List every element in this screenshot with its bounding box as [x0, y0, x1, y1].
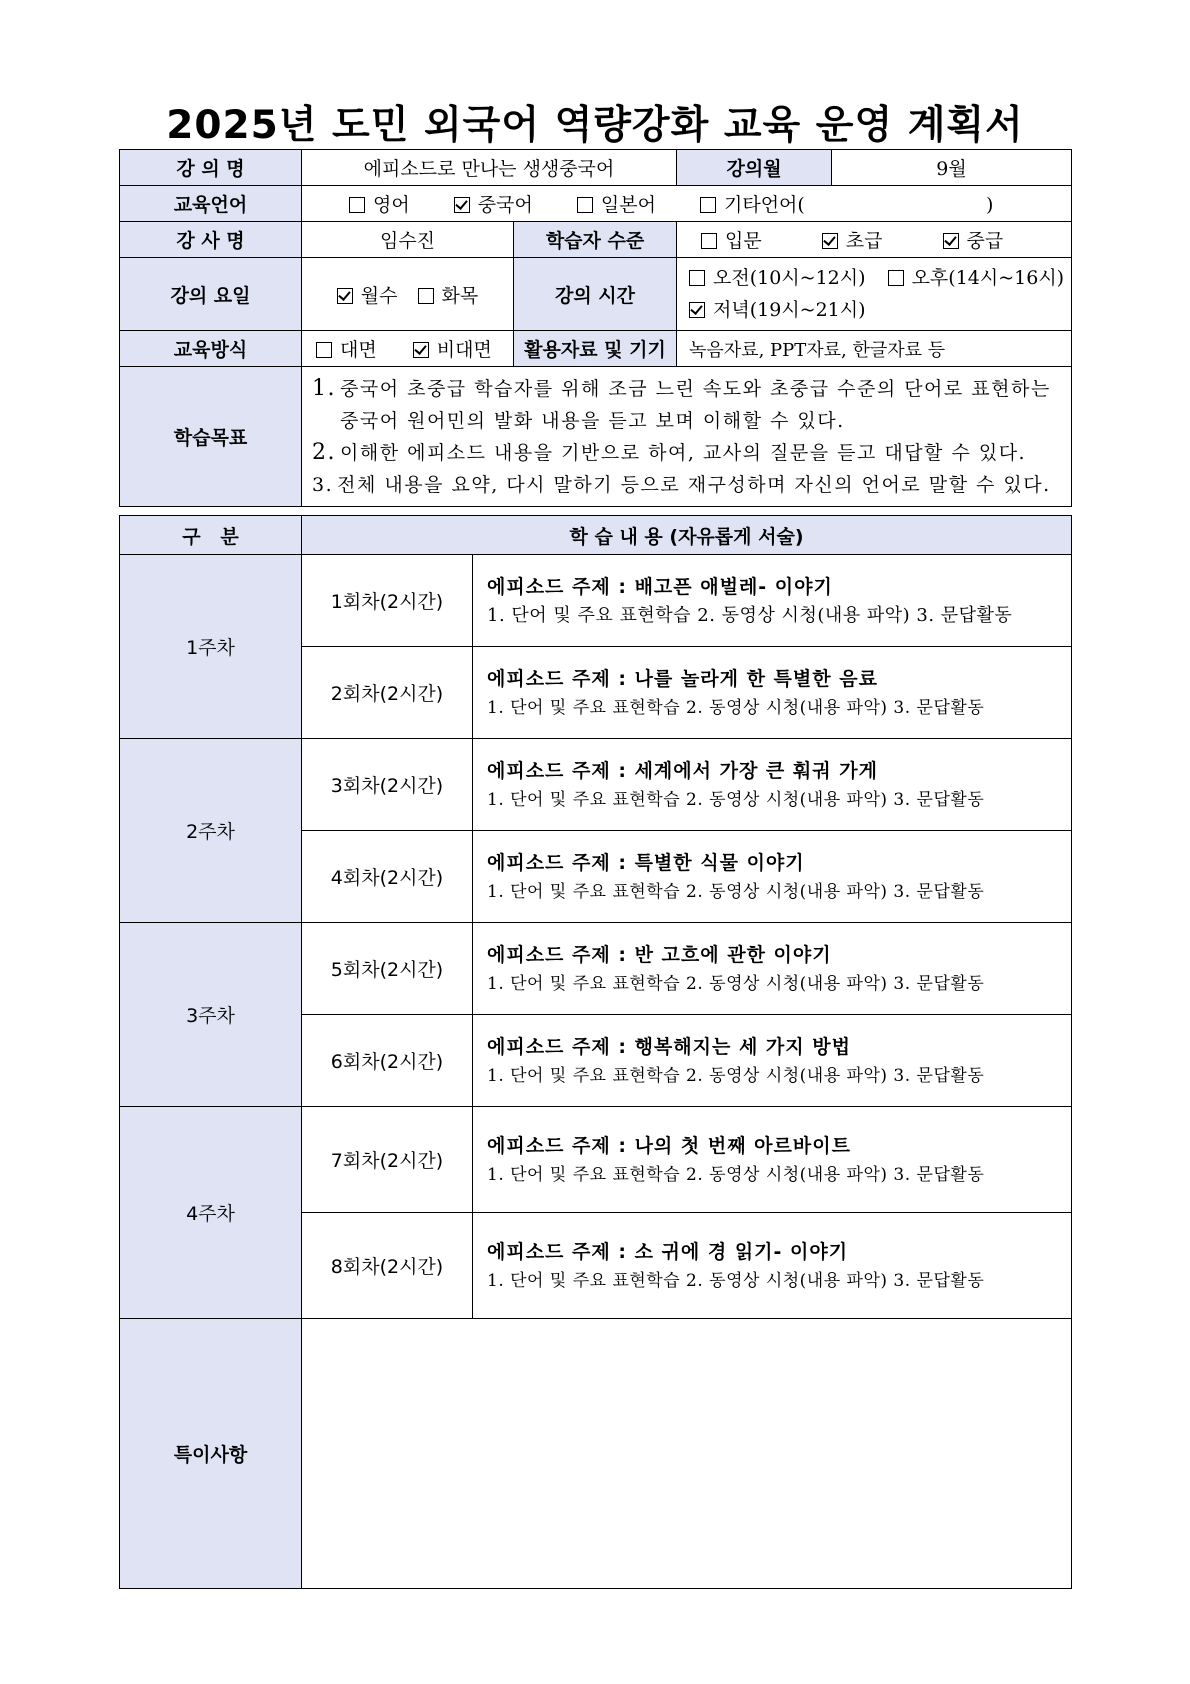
session-content: [473, 555, 1072, 647]
level-label: 학습자 수준: [514, 222, 677, 258]
schedule-table: [119, 515, 1072, 1589]
episode-description: 1. 단어 및 주요 표현학습 2. 동영상 시청(내용 파악) 3. 문답활동: [487, 697, 985, 718]
month-value: 9월: [832, 150, 1072, 186]
language-options: [302, 186, 1072, 222]
page-title: 2025년 도민 외국어 역량강화 교육 운영 계획서: [166, 103, 1024, 148]
episode-description: 1. 단어 및 주요 표현학습 2. 동영상 시청(내용 파악) 3. 문답활동: [487, 789, 985, 810]
episode-topic: 에피소드 주제 : 세계에서 가장 큰 훠궈 가게: [487, 759, 878, 782]
language-option-english[interactable]: 영어: [349, 190, 410, 217]
episode-description: 1. 단어 및 주요 표현학습 2. 동영상 시청(내용 파악) 3. 문답활동: [487, 881, 985, 902]
day-option-mon-wed[interactable]: 월수: [337, 281, 398, 308]
time-label: 강의 시간: [514, 258, 677, 331]
checkbox-other[interactable]: [700, 197, 716, 213]
method-option-online[interactable]: 비대면: [413, 335, 492, 362]
checkbox-morning[interactable]: [689, 270, 705, 286]
instructor-label: 강 사 명: [120, 222, 302, 258]
episode-description: 1. 단어 및 주요 표현학습 2. 동영상 시청(내용 파악) 3. 문답활동: [487, 1164, 985, 1185]
session-content: [473, 1015, 1072, 1107]
checkbox-japanese[interactable]: [577, 197, 593, 213]
month-label: 강의월: [677, 150, 832, 186]
materials-value: 녹음자료, PPT자료, 한글자료 등: [677, 331, 1072, 367]
method-options: [302, 331, 514, 367]
episode-description: 1. 단어 및 주요 표현학습 2. 동영상 시청(내용 파악) 3. 문답활동: [487, 1065, 985, 1086]
checkbox-online[interactable]: [413, 342, 429, 358]
division-header: 구 분: [120, 516, 302, 555]
days-options: [302, 258, 514, 331]
level-option-elementary[interactable]: 초급: [822, 226, 883, 253]
checkbox-tue-thu[interactable]: [418, 288, 434, 304]
session-label: 3회차(2시간): [302, 739, 473, 831]
checkbox-mon-wed[interactable]: [337, 288, 353, 304]
materials-label: 활용자료 및 기기: [514, 331, 677, 367]
time-options: [677, 258, 1072, 331]
session-content: [473, 647, 1072, 739]
checkbox-elementary[interactable]: [822, 233, 838, 249]
session-content: [473, 831, 1072, 923]
session-content: [473, 1213, 1072, 1319]
episode-description: 1. 단어 및 주요 표현학습 2. 동영상 시청(내용 파악) 3. 문답활동: [487, 1270, 985, 1291]
session-label: 2회차(2시간): [302, 647, 473, 739]
checkbox-intermediate[interactable]: [943, 233, 959, 249]
episode-description: 1. 단어 및 주요 표현학습 2. 동영상 시청(내용 파악) 3. 문답활동: [487, 604, 1013, 626]
course-name-label: 강 의 명: [120, 150, 302, 186]
language-option-chinese[interactable]: 중국어: [454, 190, 533, 217]
time-option-morning[interactable]: 오전(10시~12시): [689, 262, 866, 294]
method-label: 교육방식: [120, 331, 302, 367]
goal-item: 1. 중국어 초중급 학습자를 위해 조금 느린 속도와 초중급 수준의 단어로 표현하는 중국어 원어민의 발화 내용을 듣고 보며 이해할 수 있다.: [312, 375, 1051, 432]
day-option-tue-thu[interactable]: 화목: [418, 281, 479, 308]
session-label: 4회차(2시간): [302, 831, 473, 923]
session-content: [473, 739, 1072, 831]
session-label: 5회차(2시간): [302, 923, 473, 1015]
language-option-japanese[interactable]: 일본어: [577, 190, 656, 217]
episode-topic: 에피소드 주제 : 나를 놀라게 한 특별한 음료: [487, 667, 878, 690]
checkbox-beginner[interactable]: [701, 233, 717, 249]
checkbox-english[interactable]: [349, 197, 365, 213]
method-option-in-person[interactable]: 대면: [316, 335, 377, 362]
session-label: 1회차(2시간): [302, 555, 473, 647]
notes-value[interactable]: [302, 1319, 1072, 1589]
learning-goals: [302, 367, 1072, 507]
session-label: 7회차(2시간): [302, 1107, 473, 1213]
session-label: 6회차(2시간): [302, 1015, 473, 1107]
time-option-afternoon[interactable]: 오후(14시~16시): [888, 262, 1065, 294]
notes-label: 특이사항: [120, 1319, 302, 1589]
instructor-value: 임수진: [302, 222, 514, 258]
goals-label: 학습목표: [120, 367, 302, 507]
language-option-other[interactable]: 기타언어( ): [700, 190, 993, 217]
session-content: [473, 923, 1072, 1015]
checkbox-in-person[interactable]: [316, 342, 332, 358]
days-label: 강의 요일: [120, 258, 302, 331]
language-label: 교육언어: [120, 186, 302, 222]
checkbox-afternoon[interactable]: [888, 270, 904, 286]
goal-item: 3. 전체 내용을 요약, 다시 말하기 등으로 재구성하며 자신의 언어로 말할 수 있다.: [312, 473, 1051, 496]
episode-topic: 에피소드 주제 : 반 고흐에 관한 이야기: [487, 943, 832, 966]
episode-topic: 에피소드 주제 : 소 귀에 경 읽기- 이야기: [487, 1240, 849, 1263]
episode-topic: 에피소드 주제 : 행복해지는 세 가지 방법: [487, 1035, 851, 1058]
episode-topic: 에피소드 주제 : 배고픈 애벌레- 이야기: [487, 575, 833, 598]
week-label: 2주차: [120, 739, 302, 923]
course-info-table: [119, 149, 1072, 507]
episode-topic: 에피소드 주제 : 특별한 식물 이야기: [487, 851, 805, 874]
week-label: 3주차: [120, 923, 302, 1107]
week-label: 4주차: [120, 1107, 302, 1319]
goal-item: 2. 이해한 에피소드 내용을 기반으로 하여, 교사의 질문을 듣고 대답할 수 있다.: [312, 439, 1027, 465]
episode-description: 1. 단어 및 주요 표현학습 2. 동영상 시청(내용 파악) 3. 문답활동: [487, 973, 985, 994]
time-option-evening[interactable]: 저녁(19시~21시): [689, 294, 866, 326]
checkbox-evening[interactable]: [689, 302, 705, 318]
episode-topic: 에피소드 주제 : 나의 첫 번째 아르바이트: [487, 1134, 851, 1157]
level-option-beginner[interactable]: 입문: [701, 226, 762, 253]
level-options: [677, 222, 1072, 258]
week-label: 1주차: [120, 555, 302, 739]
level-option-intermediate[interactable]: 중급: [943, 226, 1004, 253]
checkbox-chinese[interactable]: [454, 197, 470, 213]
content-header: 학 습 내 용 (자유롭게 서술): [302, 516, 1072, 555]
course-name-value: 에피소드로 만나는 생생중국어: [302, 150, 677, 186]
session-content: [473, 1107, 1072, 1213]
session-label: 8회차(2시간): [302, 1213, 473, 1319]
